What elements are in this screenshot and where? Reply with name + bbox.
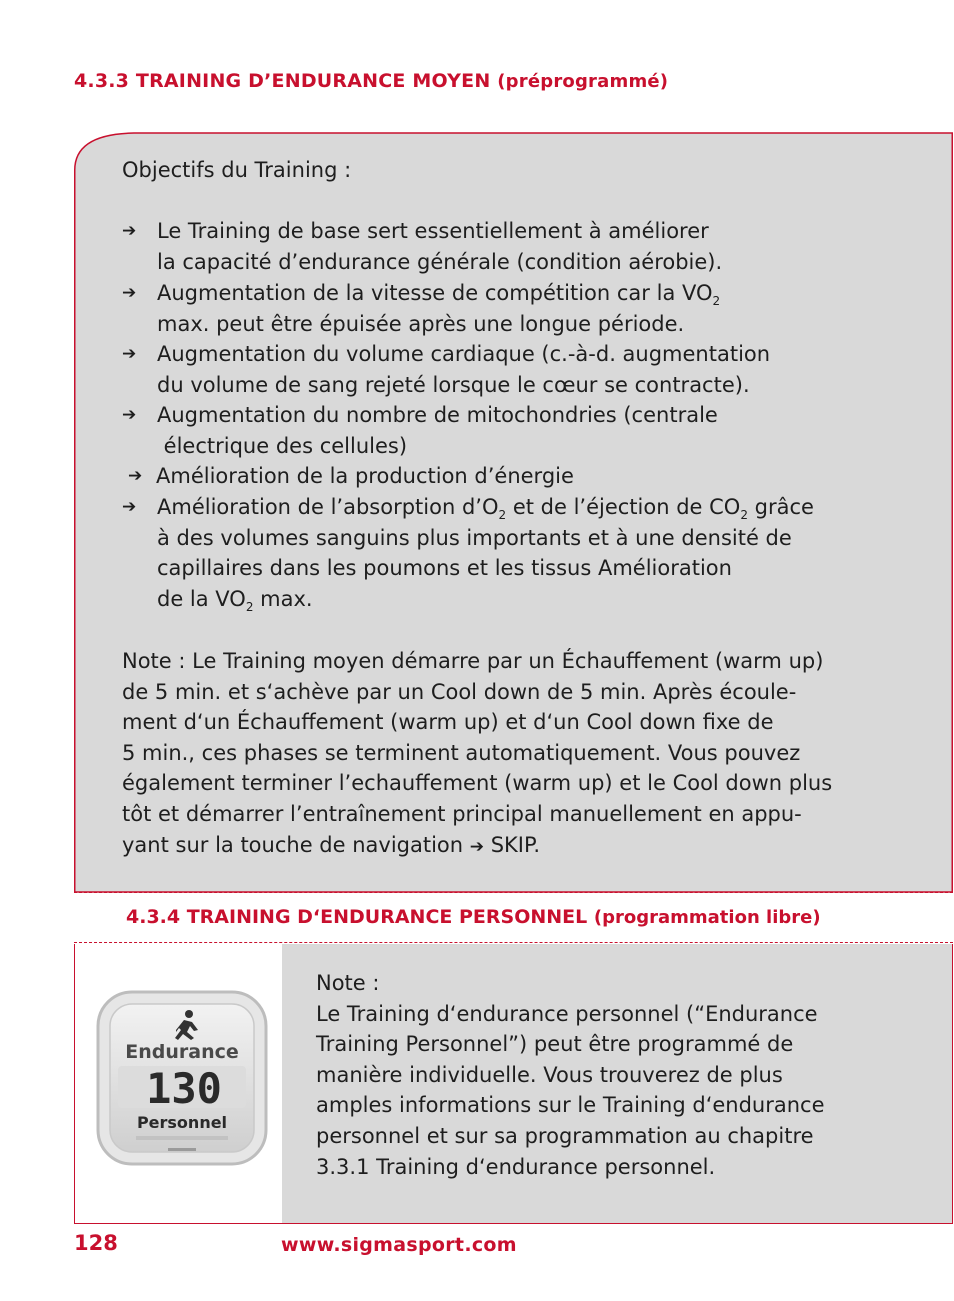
note-line: ment d‘un Échauffement (warm up) et d‘un Cool down fixe de (122, 710, 774, 735)
subscript: 2 (498, 508, 507, 522)
website-link[interactable]: www.sigmasport.com (281, 1234, 517, 1256)
note-line: 5 min., ces phases se terminent automatiquement. Vous pouvez (122, 740, 801, 765)
bullet-line: max. peut être épuisée après une longue période. (157, 311, 685, 336)
note-line: 3.3.1 Training d‘endurance personnel. (316, 1154, 716, 1179)
note-line: amples informations sur le Training d‘endurance (316, 1093, 825, 1118)
note-line: Le Training d‘endurance personnel (“Endurance (316, 1001, 818, 1026)
heading-main: 4.3.3 TRAINING D’ENDURANCE MOYEN (74, 70, 491, 92)
bullet-line: Augmentation du volume cardiaque (c.-à-d. augmentation (157, 342, 771, 366)
page-number: 128 (74, 1231, 118, 1255)
device-label-1: Endurance (125, 1041, 239, 1063)
personal-training-note (316, 968, 825, 1182)
bullet-text: max. (253, 586, 313, 611)
note-line: personnel et sur sa programmation au chapitre (316, 1123, 814, 1148)
bullet-text: et de l’éjection de CO (506, 495, 741, 519)
arrow-right-icon: ➔ (122, 344, 137, 364)
device-label-2: Personnel (136, 1113, 228, 1132)
subscript: 2 (712, 294, 721, 308)
subscript: 2 (245, 599, 254, 614)
note-text: SKIP. (484, 832, 541, 857)
subscript: 2 (740, 508, 748, 522)
bullet-line: du volume de sang rejeté lorsque le cœur se contracte). (157, 372, 750, 397)
bullet-line: Amélioration de la production d’énergie (156, 464, 574, 488)
note-line: manière individuelle. Vous trouverez de plus (316, 1062, 783, 1087)
arrow-right-icon: ➔ (122, 405, 137, 425)
note-paragraph (122, 646, 832, 862)
bullet-line: électrique des cellules) (157, 433, 408, 458)
objectives-title: Objectifs du Training : (122, 158, 352, 182)
note-text: yant sur la touche de navigation (122, 832, 470, 857)
device-value: 130 (146, 1064, 222, 1113)
note-line: Note : Le Training moyen démarre par un Échauffement (warm up) (122, 649, 824, 673)
divider (74, 892, 953, 893)
device-display-illustration (96, 990, 268, 1166)
bullet-text: de la VO (157, 586, 246, 611)
arrow-right-icon: ➔ (122, 497, 137, 517)
bullet-text: grâce (747, 495, 814, 519)
heading-sub: (préprogrammé) (497, 71, 669, 92)
bullet-line: Le Training de base sert essentiellement à améliorer (157, 219, 709, 243)
note-line: de 5 min. et s‘achève par un Cool down de 5 min. Après écoule- (122, 679, 797, 704)
note-line: également terminer l’echauffement (warm up) et le Cool down plus (122, 771, 833, 796)
note-line: Note : (316, 971, 380, 995)
heading-main: 4.3.4 TRAINING D‘ENDURANCE PERSONNEL (126, 906, 588, 928)
bullet-line: Augmentation de la vitesse de compétition car la VO (157, 281, 713, 305)
note-line: tôt et démarrer l’entraînement principal manuellement en appu- (122, 801, 802, 826)
section-heading-4-3-3 (74, 70, 668, 92)
note-line: Training Personnel”) peut être programmé de (316, 1032, 794, 1057)
heading-sub: (programmation libre) (593, 907, 821, 928)
arrow-right-icon: ➔ (128, 466, 143, 486)
section-heading-4-3-4 (126, 906, 821, 928)
divider (74, 942, 953, 943)
arrow-right-icon: ➔ (469, 836, 485, 857)
bullet-line: la capacité d’endurance générale (condition aérobie). (157, 249, 723, 274)
arrow-right-icon: ➔ (122, 283, 137, 303)
bullet-line: à des volumes sanguins plus importants et à une densité de (157, 525, 792, 550)
bullet-line: Augmentation du nombre de mitochondries (centrale (157, 403, 718, 427)
arrow-right-icon: ➔ (122, 221, 137, 241)
bullet-text: Amélioration de l’absorption d’O (157, 495, 499, 519)
bullet-line: capillaires dans les poumons et les tissus Amélioration (157, 556, 732, 581)
